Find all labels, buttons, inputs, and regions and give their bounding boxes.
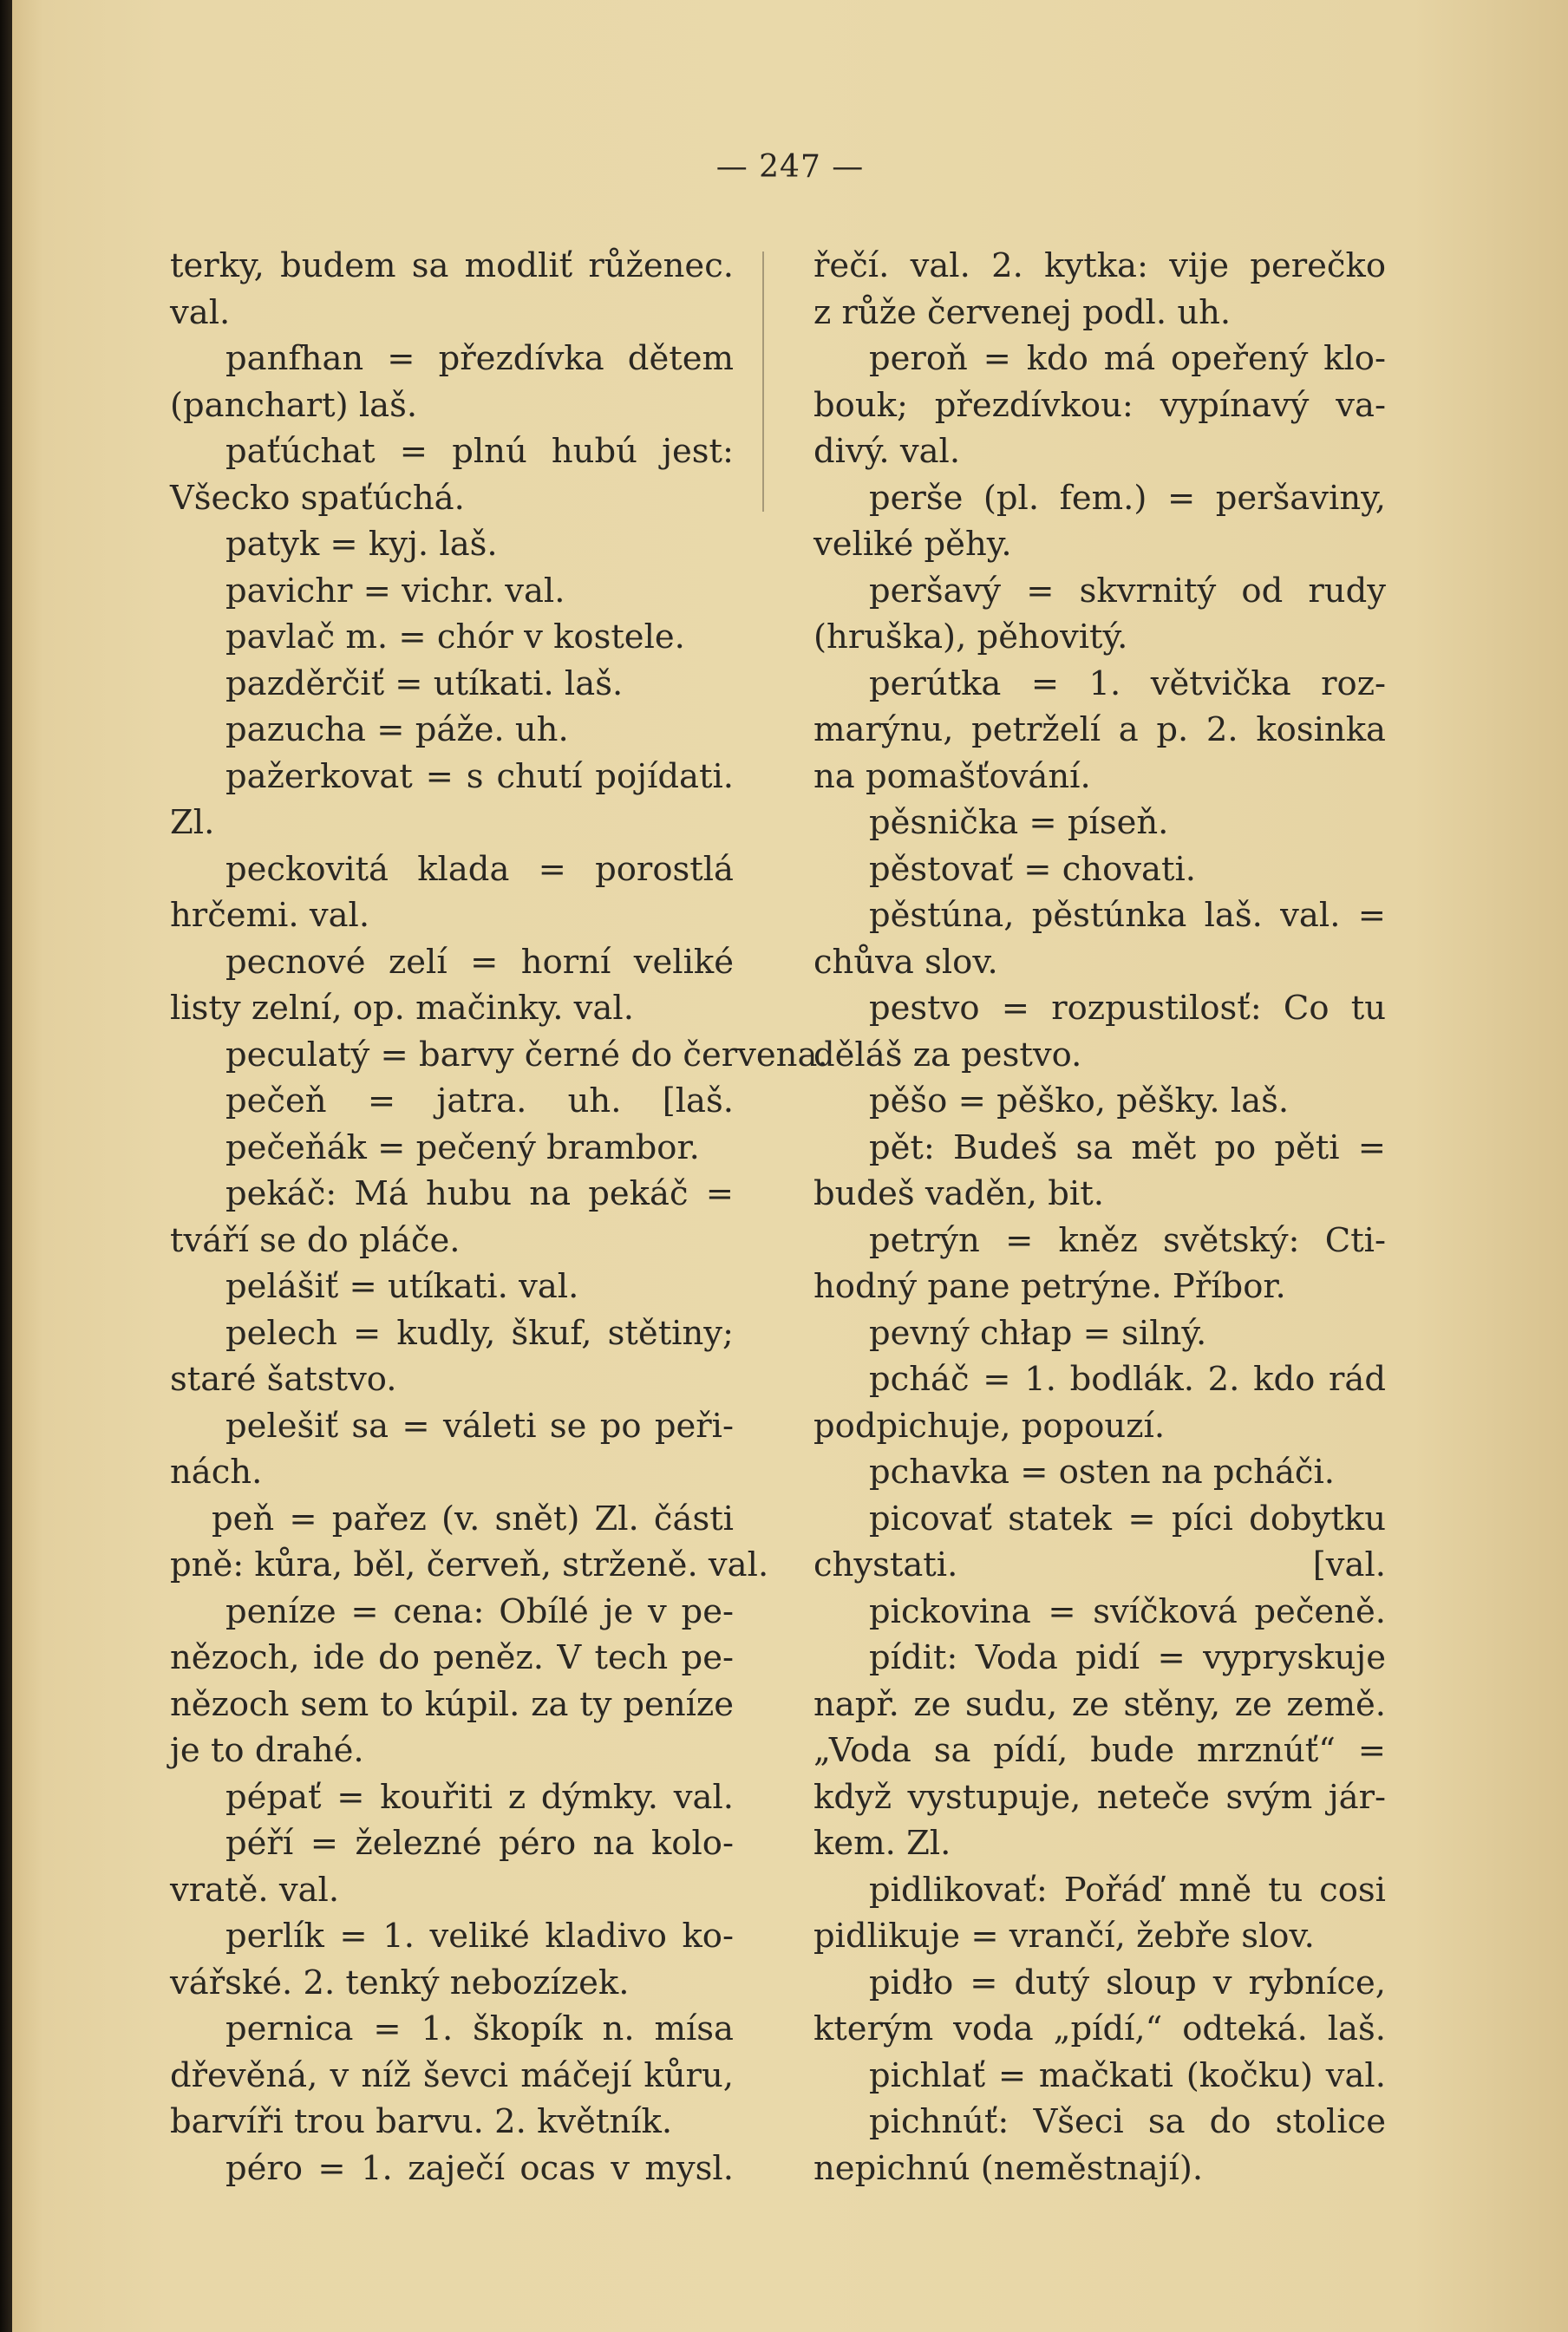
text-line: chůva slov. bbox=[813, 942, 998, 982]
text-line: je to drahé. bbox=[170, 1731, 364, 1770]
text-line: peculatý = barvy černé do červena. bbox=[225, 1035, 828, 1075]
book-binding-edge bbox=[0, 0, 12, 2332]
text-line: perútka = 1. větvička roz- bbox=[869, 663, 1386, 703]
text-line: peroň = kdo má opeřený klo- bbox=[869, 339, 1386, 378]
text-line: veliké pěhy. bbox=[813, 525, 1012, 564]
text-line: kem. Zl. bbox=[813, 1824, 951, 1863]
text-line: pěsnička = píseň. bbox=[869, 803, 1169, 842]
text-line: pickovina = svíčková pečeně. bbox=[869, 1591, 1386, 1631]
left-column bbox=[170, 243, 828, 2192]
text-line: pečeň = jatra. uh. [laš. bbox=[225, 1081, 734, 1120]
text-line: pichlať = mačkati (kočku) val. bbox=[869, 2055, 1386, 2095]
text-line: pazucha = páže. uh. bbox=[225, 710, 569, 749]
text-line: peckovitá klada = porostlá bbox=[225, 849, 734, 889]
text-line: Zl. bbox=[170, 803, 215, 842]
text-line: pidlikovať: Pořáď mně tu cosi bbox=[869, 1870, 1386, 1910]
text-line: kterým voda „pídí,“ odteká. laš. bbox=[813, 2009, 1386, 2048]
text-line: na pomašťování. bbox=[813, 756, 1091, 796]
text-line: perlík = 1. veliké kladivo ko- bbox=[225, 1917, 734, 1956]
text-line: z růže červenej podl. uh. bbox=[813, 292, 1232, 332]
text-line: pažerkovat = s chutí pojídati. bbox=[225, 756, 734, 796]
text-line: podpichuje, popouzí. bbox=[813, 1406, 1166, 1446]
text-line: pěšo = pěško, pěšky. laš. bbox=[869, 1081, 1290, 1120]
text-line: děláš za pestvo. bbox=[813, 1035, 1082, 1075]
text-line: když vystupuje, neteče svým jár- bbox=[813, 1777, 1386, 1817]
text-line: (hruška), pěhovitý. bbox=[813, 617, 1128, 656]
text-line: pépať = kouřiti z dýmky. val. bbox=[225, 1777, 734, 1817]
text-line: vářské. 2. tenký nebozízek. bbox=[170, 1963, 630, 2002]
text-line: pečeňák = pečený brambor. bbox=[225, 1127, 700, 1167]
text-line: pavichr = vichr. val. bbox=[225, 571, 565, 611]
text-line: pevný chłap = silný. bbox=[869, 1313, 1207, 1353]
text-line: budeš vaděn, bit. bbox=[813, 1174, 1104, 1213]
text-line: pidło = dutý sloup v rybníce, bbox=[869, 1963, 1386, 2002]
text-line: terky, budem sa modliť růženec. bbox=[170, 246, 734, 285]
text-line: nepichnú (neměstnají). bbox=[813, 2148, 1204, 2188]
text-line: pelech = kudly, škuf, stětiny; bbox=[225, 1313, 734, 1353]
text-line: petrýn = kněz světský: Cti- bbox=[869, 1220, 1386, 1260]
page-number: — 247 — bbox=[715, 149, 865, 185]
text-line: pět: Budeš sa mět po pěti = bbox=[869, 1127, 1386, 1167]
text-line: marýnu, petrželí a p. 2. kosinka bbox=[813, 710, 1386, 749]
text-line: paťúchat = plnú hubú jest: bbox=[225, 432, 734, 471]
text-line: pěstúna, pěstúnka laš. val. = bbox=[869, 896, 1386, 935]
text-line: peníze = cena: Obílé je v pe- bbox=[225, 1591, 734, 1631]
text-line: dřevěná, v níž ševci máčejí kůru, bbox=[170, 2055, 734, 2095]
text-line: pelešiť sa = váleti se po peři- bbox=[225, 1406, 734, 1446]
text-line: vratě. val. bbox=[170, 1870, 340, 1910]
text-line: bouk; přezdívkou: vypínavý va- bbox=[813, 385, 1386, 425]
text-line: „Voda sa pídí, bude mrznúť“ = bbox=[813, 1731, 1386, 1770]
text-line: pchavka = osten na pcháči. bbox=[869, 1453, 1336, 1492]
text-line: staré šatstvo. bbox=[170, 1360, 397, 1399]
text-line: patyk = kyj. laš. bbox=[225, 525, 498, 564]
text-line: listy zelní, op. mačinky. val. bbox=[170, 989, 634, 1028]
text-line: např. ze sudu, ze stěny, ze země. bbox=[813, 1684, 1386, 1724]
book-page bbox=[12, 0, 1568, 2332]
text-line: pně: kůra, běl, červeň, strženě. val. bbox=[170, 1545, 769, 1584]
text-line: pcháč = 1. bodlák. 2. kdo rád bbox=[869, 1360, 1386, 1399]
text-line: pidlikuje = vrančí, žebře slov. bbox=[813, 1917, 1315, 1956]
text-line: barvíři trou barvu. 2. květník. bbox=[170, 2102, 673, 2141]
text-line: nězoch sem to kúpil. za ty peníze bbox=[170, 1684, 734, 1724]
text-line: pídit: Voda pidí = vypryskuje bbox=[869, 1638, 1386, 1677]
text-line: hrčemi. val. bbox=[170, 896, 370, 935]
text-line: peršavý = skvrnitý od rudy bbox=[869, 571, 1386, 611]
text-line: hodný pane petrýne. Příbor. bbox=[813, 1267, 1286, 1306]
text-line: panfhan = přezdívka dětem bbox=[225, 339, 734, 378]
text-line: Všecko spaťúchá. bbox=[170, 478, 465, 518]
text-line: péro = 1. zaječí ocas v mysl. bbox=[225, 2148, 734, 2188]
text-line: pelášiť = utíkati. val. bbox=[225, 1267, 579, 1306]
text-line: pecnové zelí = horní veliké bbox=[225, 942, 734, 982]
text-line: nách. bbox=[170, 1453, 263, 1492]
text-line: val. bbox=[170, 292, 231, 332]
text-line: tváří se do pláče. bbox=[170, 1220, 461, 1260]
text-line: nězoch, ide do peněz. V tech pe- bbox=[170, 1638, 734, 1677]
text-line: pěstovať = chovati. bbox=[869, 849, 1197, 889]
text-line: pichnúť: Všeci sa do stolice bbox=[869, 2102, 1386, 2141]
text-line: pavlač m. = chór v kostele. bbox=[225, 617, 685, 656]
text-line: divý. val. bbox=[813, 432, 961, 471]
right-column bbox=[813, 243, 1386, 2192]
text-line: picovať statek = píci dobytku bbox=[869, 1499, 1386, 1538]
text-line: (panchart) laš. bbox=[170, 385, 418, 425]
text-line: péří = železné péro na kolo- bbox=[225, 1824, 734, 1863]
text-line: perše (pl. fem.) = peršaviny, bbox=[869, 478, 1386, 518]
text-line: pazděrčiť = utíkati. laš. bbox=[225, 663, 624, 703]
column-divider bbox=[762, 251, 764, 512]
text-line: řečí. val. 2. kytka: vije perečko bbox=[813, 246, 1386, 285]
text-line: peň = pařez (v. snět) Zl. části bbox=[212, 1499, 734, 1538]
text-line: pernica = 1. škopík n. mísa bbox=[225, 2009, 734, 2048]
text-line: chystati. [val. bbox=[813, 1545, 1386, 1584]
text-line: pekáč: Má hubu na pekáč = bbox=[225, 1174, 734, 1213]
text-line: pestvo = rozpustilosť: Co tu bbox=[869, 989, 1386, 1028]
